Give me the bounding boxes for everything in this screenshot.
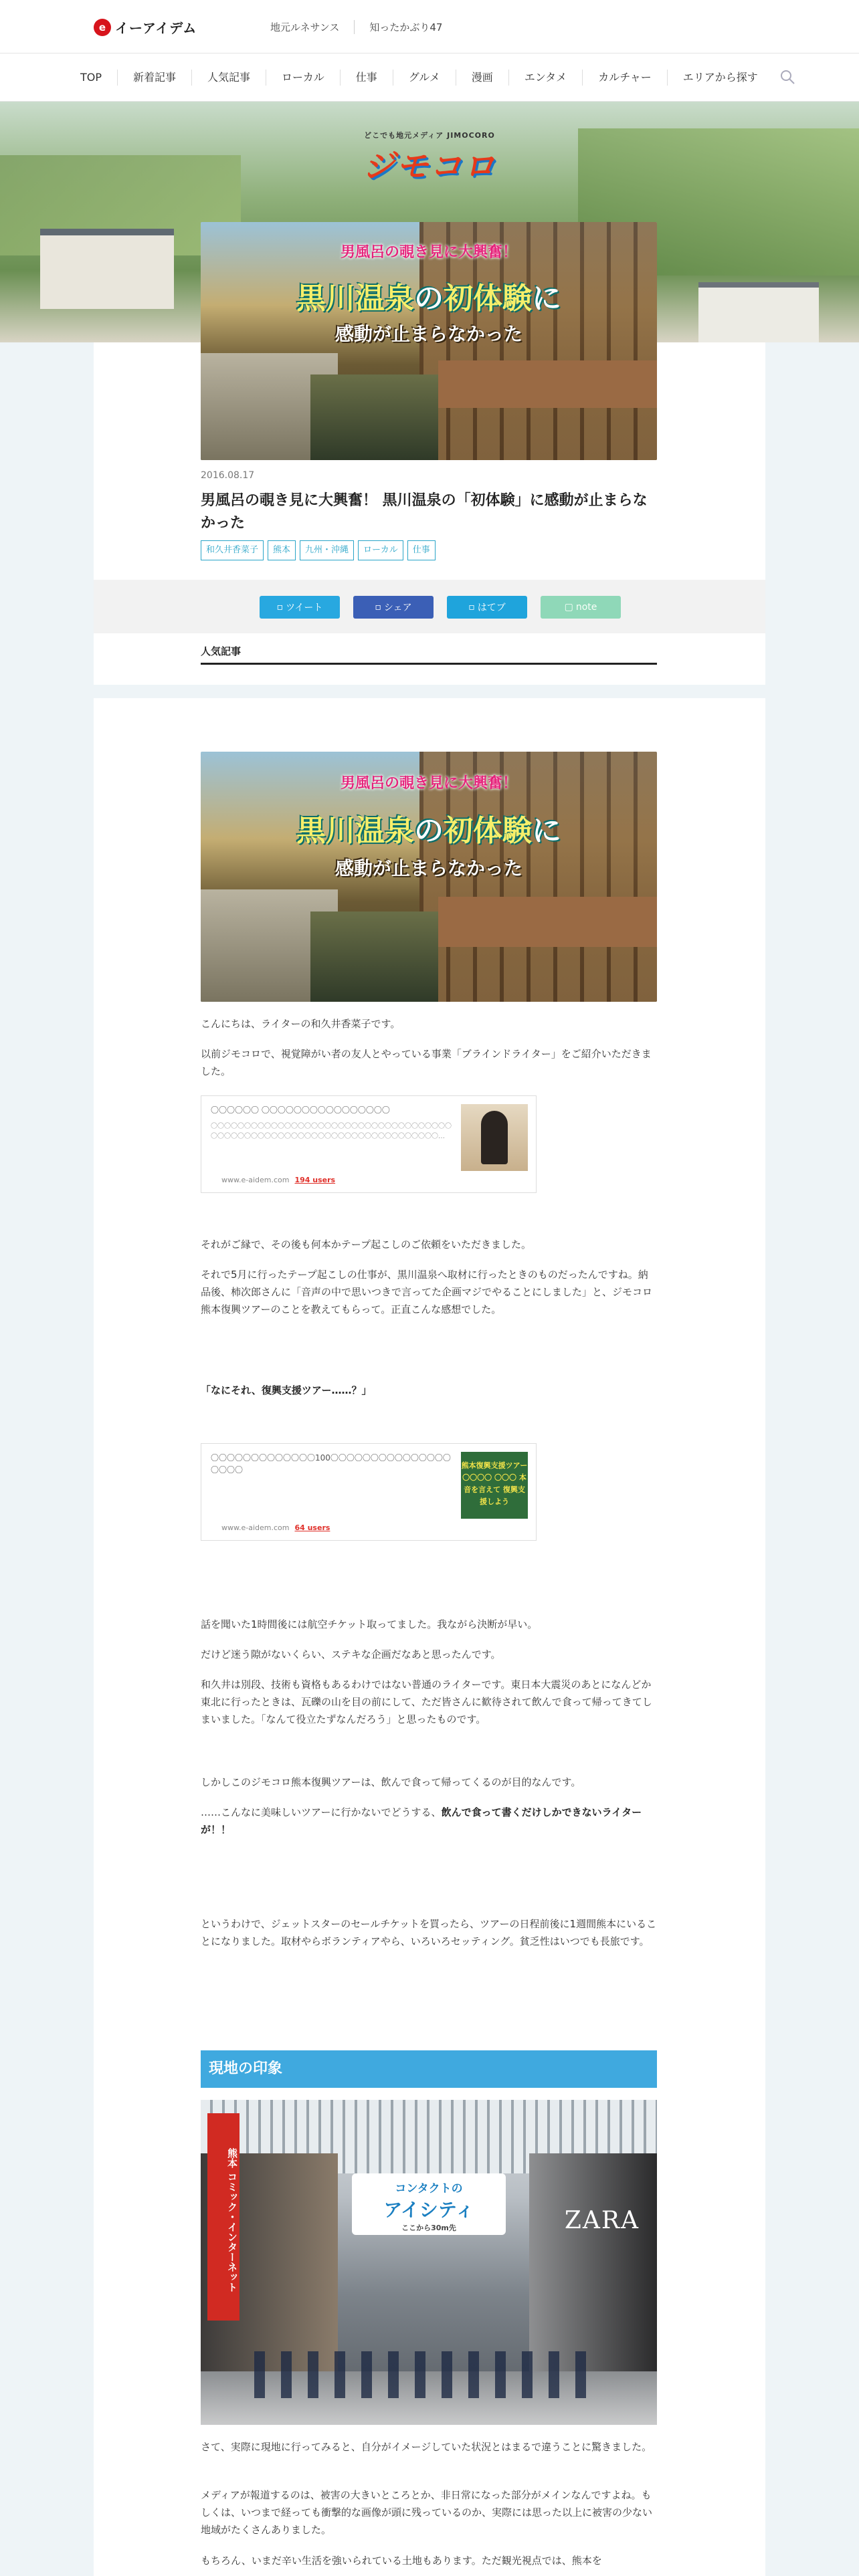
blog-card-blindwriter[interactable] (201, 1095, 537, 1193)
eyecatch-line2-d: に (532, 282, 561, 316)
site-logo[interactable] (94, 17, 197, 37)
paragraph-text: ……こんなに美味しいツアーに行かないでどうする、 (201, 1806, 442, 1818)
brand-logo: ジモコロ (362, 148, 496, 185)
paragraph (201, 1804, 657, 1838)
blog-card-site: www.e-aidem.com (221, 1523, 290, 1532)
eyecatch-image (201, 222, 657, 460)
hero-house-left (40, 229, 174, 309)
tweet-button[interactable] (260, 596, 340, 619)
article-title: 男風呂の覗き見に大興奮！ 黒川温泉の「初体験」に感動が止まらなかった (201, 492, 648, 532)
paragraph: だけど迷う隙がないくらい、ステキな企画だなあと思ったんです。 (201, 1648, 501, 1660)
tag-kyushu[interactable]: 九州・沖縄 (300, 540, 354, 560)
blog-card-footer (221, 1176, 335, 1184)
body-eyecatch-image (201, 752, 657, 1002)
paragraph: こんにちは、ライターの和久井香菜子です。 (201, 1018, 401, 1030)
blog-card-thumbnail: 熊本復興支援ツアー 〇〇〇〇 〇〇〇 本音を言えて 復興支援しよう (461, 1452, 528, 1519)
paragraph: というわけで、ジェットスターのセールチケットを買ったら、ツアーの日程前後に1週間熊本にいることになりました。取材やらボランティアやら、いろいろセッティング。貧乏性はいつでも長旅です。 (201, 1918, 657, 1947)
eyecatch-line2 (201, 274, 657, 317)
blog-card-title: 〇〇〇〇〇〇 〇〇〇〇〇〇〇〇〇〇〇〇〇〇〇〇 (211, 1105, 390, 1115)
nav-item-top[interactable]: TOP (80, 71, 102, 84)
nav-item-work[interactable]: 仕事 (340, 70, 393, 86)
body-eyecatch-roof (438, 897, 657, 947)
arcade-banner (352, 2173, 506, 2235)
blog-card-tour[interactable] (201, 1443, 537, 1541)
top-link-shittakaburi[interactable]: 知ったかぶり47 (354, 20, 457, 34)
body-eyecatch-line2-d: に (532, 814, 561, 849)
top-links (254, 20, 457, 34)
share-bar (94, 580, 765, 633)
body-eyecatch-line2-b: の (414, 814, 444, 849)
search-icon[interactable] (779, 68, 796, 86)
logo-mark: e (94, 19, 111, 36)
paragraph: 話を聞いた1時間後には航空チケット取ってました。我ながら決断が早い。 (201, 1618, 538, 1630)
hatebu-label: はてブ (477, 603, 506, 613)
top-header (0, 0, 859, 53)
nav-item-entame[interactable]: エンタメ (508, 70, 582, 86)
blog-card-site: www.e-aidem.com (221, 1176, 290, 1184)
share-label: シェア (383, 603, 412, 613)
body-eyecatch-line3: 感動が止まらなかった (335, 857, 522, 880)
tag-kumamoto[interactable]: 熊本 (268, 540, 296, 560)
twitter-icon: ▫ (276, 602, 284, 613)
brand-tagline: どこでも地元メディア JIMOCORO (364, 131, 495, 140)
note-icon: ▢ (564, 602, 573, 613)
popular-tab-label: 人気記事 (201, 645, 242, 657)
main-nav (0, 53, 859, 102)
eyecatch-roof (438, 360, 657, 408)
blog-card-footer (221, 1523, 330, 1532)
tag-list (201, 540, 436, 560)
eyecatch-line2-b: の (414, 282, 444, 316)
hero-house-right (698, 282, 819, 342)
eyecatch-line3: 感動が止まらなかった (335, 322, 522, 345)
paragraph: それで5月に行ったテープ起こしの仕事が、黒川温泉へ取材に行ったときのものだったんですね。納品後、柿次郎さんに「音声の中で思いつきで言ってた企画マジでやることにしました」と、ジモコロ熊本復興ツアーのことを教えてもらって。正直こんな感想でした。 (201, 1269, 653, 1315)
body-eyecatch-river (310, 911, 438, 1002)
arcade-vertical-sign: 熊本 コミック・インターネット (207, 2113, 240, 2321)
paragraph-emphasis: 飲んで食って書くだけしかできないライターが！！ (201, 1806, 642, 1836)
jimocoro-brand[interactable] (355, 130, 504, 187)
body-eyecatch-line2 (201, 807, 657, 849)
hatebu-button[interactable] (447, 596, 527, 619)
nav-item-area[interactable]: エリアから探す (667, 70, 773, 86)
note-button[interactable] (541, 596, 621, 619)
hatebu-users-badge[interactable]: 64 users (294, 1523, 330, 1532)
blog-card-desc: 〇〇〇〇〇〇〇〇〇〇〇〇〇〇〇〇〇〇〇〇〇〇〇〇〇〇〇〇〇〇〇〇〇〇〇〇〇〇〇〇〇〇〇〇〇〇〇〇〇〇〇〇〇〇〇〇〇〇〇〇〇〇〇〇〇〇〇〇〇〇… (211, 1123, 452, 1140)
tag-work[interactable]: 仕事 (407, 540, 436, 560)
blog-card-title: 〇〇〇〇〇〇〇〇〇〇〇〇〇100〇〇〇〇〇〇〇〇〇〇〇〇〇〇〇〇〇〇〇 (211, 1453, 451, 1475)
paragraph: 和久井は別段、技術も資格もあるわけではない普通のライターです。東日本大震災のあとになんどか東北に行ったときは、瓦礫の山を目の前にして、ただ皆さんに歓待されて飲んで食って帰ってきてしまいました。「なんて役立たずなんだろう」と思ったものです。 (201, 1679, 652, 1725)
nav-item-new[interactable]: 新着記事 (117, 70, 191, 86)
zara-sign: ZARA (564, 2207, 640, 2234)
article-date: 2016.08.17 (201, 470, 255, 481)
tweet-label: ツイート (286, 603, 323, 613)
hatena-icon: ▫ (468, 602, 475, 613)
paragraph: それがご縁で、その後も何本かテープ起こしのご依頼をいただきました。 (201, 1239, 531, 1251)
paragraph: メディアが報道するのは、被害の大きいところとか、非日常になった部分がメインなんですよね。もしくは、いつまで経っても衝撃的な画像が頭に残っているのか、実際には思った以上に被害の少ない地域がたくさんありました。 (201, 2489, 653, 2536)
body-eyecatch-line2-a: 黒川温泉 (296, 814, 414, 849)
paragraph: もちろん、いまだ辛い生活を強いられている土地もあります。ただ観光視点では、熊本を (201, 2555, 602, 2567)
eyecatch-river (310, 374, 438, 460)
tag-author[interactable]: 和久井香菜子 (201, 540, 264, 560)
paragraph-bold: 「なにそれ、復興支援ツアー……？」 (201, 1384, 372, 1396)
tag-local[interactable]: ローカル (358, 540, 403, 560)
banner-line1: コンタクトの (395, 2182, 463, 2195)
hatebu-users-badge[interactable]: 194 users (294, 1176, 336, 1184)
eyecatch-line2-a: 黒川温泉 (296, 282, 414, 316)
note-label: note (575, 602, 597, 613)
facebook-share-button[interactable] (353, 596, 434, 619)
arcade-people (254, 2351, 602, 2398)
nav-item-gourmet[interactable]: グルメ (393, 70, 456, 86)
nav-item-local[interactable]: ローカル (266, 70, 340, 86)
arcade-photo (201, 2100, 657, 2425)
banner-line3: ここから30m先 (401, 2224, 456, 2232)
logo-text: イーアイデム (115, 20, 197, 36)
blog-card-thumbnail (461, 1104, 528, 1171)
paragraph: しかしこのジモコロ熊本復興ツアーは、飲んで食って帰ってくるのが目的なんです。 (201, 1776, 581, 1788)
section-heading: 現地の印象 (201, 2050, 657, 2088)
nav-item-culture[interactable]: カルチャー (582, 70, 667, 86)
eyecatch-line1: 男風呂の覗き見に大興奮！ (340, 244, 517, 261)
paragraph: さて、実際に現地に行ってみると、自分がイメージしていた状況とはまるで違うことに驚きました。 (201, 2441, 652, 2453)
body-eyecatch-line1: 男風呂の覗き見に大興奮！ (340, 774, 517, 792)
popular-tab[interactable] (201, 641, 657, 665)
eyecatch-line2-c: 初体験 (444, 282, 532, 316)
facebook-icon: ▫ (375, 602, 381, 613)
top-link-renaissance[interactable]: 地元ルネサンス (270, 21, 340, 33)
paragraph: 以前ジモコロで、視覚障がい者の友人とやっている事業「ブラインドライター」をご紹介いただきました。 (201, 1048, 652, 1077)
nav-item-manga[interactable]: 漫画 (456, 70, 508, 86)
banner-line2: アイシティ (383, 2199, 474, 2221)
body-eyecatch-line2-c: 初体験 (444, 814, 532, 849)
nav-item-popular[interactable]: 人気記事 (191, 70, 266, 86)
